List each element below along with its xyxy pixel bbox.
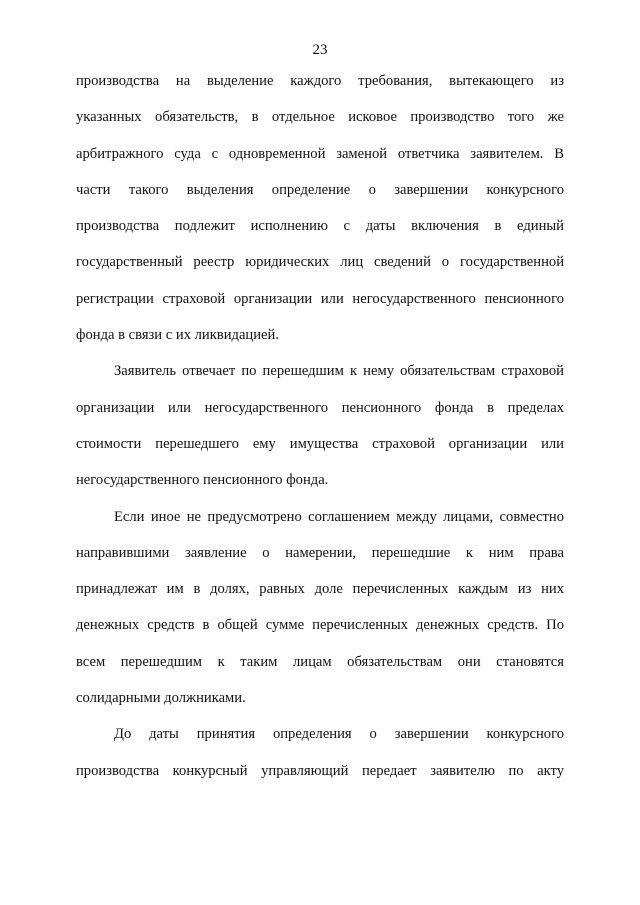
text-line: арбитражного суда с одновременной заменой ответчика заявителем. В [76, 145, 564, 162]
paragraph [76, 505, 564, 723]
text-line: Заявитель отвечает по перешедшим к нему обязательствам страховой [114, 363, 564, 380]
text-line: государственный реестр юридических лиц сведений о государственной [76, 254, 564, 271]
paragraph [76, 722, 564, 795]
text-line: Если иное не предусмотрено соглашением между лицами, совместно [114, 508, 564, 525]
text-line: принадлежат им в долях, равных доле перечисленных каждым из них [76, 581, 564, 598]
text-line: организации или негосударственного пенсионного фонда в пределах [76, 399, 564, 416]
paragraph [76, 69, 564, 359]
text-line: солидарными должниками. [76, 690, 246, 707]
page-number: 23 [312, 42, 328, 58]
text-line: всем перешедшим к таким лицам обязательствам они становятся [76, 653, 564, 670]
paragraph [76, 359, 564, 504]
text-line: указанных обязательств, в отдельное исковое производство того же [76, 109, 564, 126]
text-line: денежных средств в общей сумме перечисленных денежных средств. По [76, 617, 564, 634]
text-line: негосударственного пенсионного фонда. [76, 472, 329, 489]
document-body [76, 69, 564, 795]
text-line: производства подлежит исполнению с даты включения в единый [76, 218, 564, 235]
text-line: фонда в связи с их ликвидацией. [76, 327, 279, 344]
text-line: производства конкурсный управляющий передает заявителю по акту [76, 762, 564, 779]
text-line: направившими заявление о намерении, перешедшие к ним права [76, 544, 564, 561]
text-line: части такого выделения определение о завершении конкурсного [76, 181, 564, 198]
text-line: регистрации страховой организации или негосударственного пенсионного [76, 290, 564, 307]
text-line: стоимости перешедшего ему имущества страховой организации или [76, 435, 564, 452]
text-line: производства на выделение каждого требования, вытекающего из [76, 73, 564, 89]
text-line: До даты принятия определения о завершении конкурсного [114, 726, 564, 743]
